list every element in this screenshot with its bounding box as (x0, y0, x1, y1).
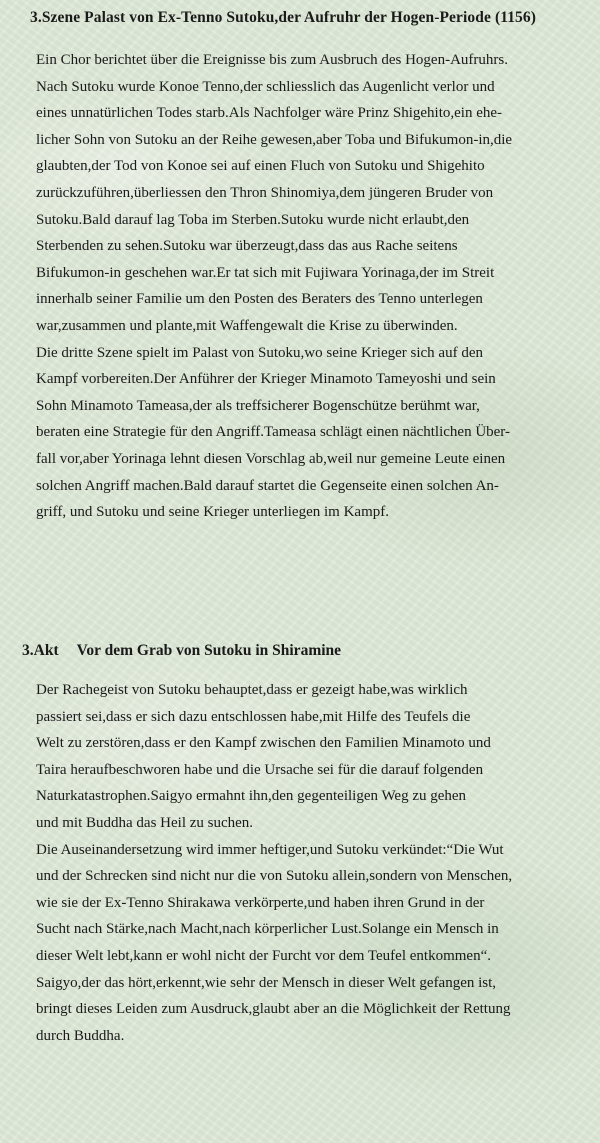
text-line: Bifukumon-in geschehen war.Er tat sich mit Fujiwara Yorinaga,der im Streit (36, 264, 495, 281)
text-line: Naturkatastrophen.Saigyo ermahnt ihn,den gegenteiligen Weg zu gehen (36, 788, 467, 805)
scene-heading: 3.Szene Palast von Ex-Tenno Sutoku,der Aufruhr der Hogen-Periode (1156) (30, 9, 537, 26)
text-line: zurückzuführen,überliessen den Thron Shinomiya,dem jüngeren Bruder von (36, 184, 494, 201)
act-heading-title: Vor dem Grab von Sutoku in Shiramine (76, 642, 342, 659)
act-heading (22, 641, 341, 661)
act-text-block (36, 677, 512, 1049)
act-heading-number: 3.Akt (22, 642, 59, 659)
text-line: Nach Sutoku wurde Konoe Tenno,der schliesslich das Augenlicht verlor und (36, 78, 495, 95)
text-line: dieser Welt lebt,kann er wohl nicht der Furcht vor dem Teufel entkommen“. (36, 947, 491, 964)
text-line: licher Sohn von Sutoku an der Reihe gewesen,aber Toba und Bifukumon-in,die (36, 131, 513, 148)
text-line: innerhalb seiner Familie um den Posten des Beraters des Tenno unterlegen (36, 291, 483, 308)
text-line: Sutoku.Bald darauf lag Toba im Sterben.Sutoku wurde nicht erlaubt,den (36, 211, 470, 228)
text-line: und mit Buddha das Heil zu suchen. (36, 814, 254, 831)
text-line: Die Auseinandersetzung wird immer heftiger,und Sutoku verkündet:“Die Wut (36, 841, 504, 858)
text-line: eines unnatürlichen Todes starb.Als Nachfolger wäre Prinz Shigehito,ein ehe- (36, 105, 503, 122)
text-line: griff, und Sutoku und seine Krieger unterliegen im Kampf. (36, 504, 389, 521)
text-line: solchen Angriff machen.Bald darauf startet die Gegenseite einen solchen An- (36, 477, 499, 494)
text-line: Die dritte Szene spielt im Palast von Sutoku,wo seine Krieger sich auf den (36, 344, 483, 361)
text-line: Taira heraufbeschworen habe und die Ursache sei für die darauf folgenden (36, 761, 484, 778)
text-line: und der Schrecken sind nicht nur die von Sutoku allein,sondern von Menschen, (36, 868, 513, 885)
text-line: Welt zu zerstören,dass er den Kampf zwischen den Familien Minamoto und (36, 735, 491, 752)
text-line: bringt dieses Leiden zum Ausdruck,glaubt aber an die Möglichkeit der Rettung (36, 1001, 511, 1018)
text-line: Der Rachegeist von Sutoku behauptet,dass er gezeigt habe,was wirklich (36, 682, 468, 698)
text-line: glaubten,der Tod von Konoe sei auf einen Fluch von Sutoku und Shigehito (36, 158, 485, 175)
text-line: wie sie der Ex-Tenno Shirakawa verkörperte,und haben ihren Grund in der (36, 894, 485, 911)
text-line: durch Buddha. (36, 1027, 125, 1044)
text-line: beraten eine Strategie für den Angriff.Tameasa schlägt einen nächtlichen Über- (36, 424, 511, 441)
text-line: passiert sei,dass er sich dazu entschlossen habe,mit Hilfe des Teufels die (36, 708, 471, 725)
text-line: Saigyo,der das hört,erkennt,wie sehr der Mensch in dieser Welt gefangen ist, (36, 974, 497, 991)
text-line: Kampf vorbereiten.Der Anführer der Krieger Minamoto Tameyoshi und sein (36, 371, 496, 388)
text-line: Sucht nach Stärke,nach Macht,nach körperlicher Lust.Solange ein Mensch in (36, 921, 499, 938)
text-line: Ein Chor berichtet über die Ereignisse bis zum Ausbruch des Hogen-Aufruhrs. (36, 52, 508, 68)
text-line: fall vor,aber Yorinaga lehnt diesen Vorschlag ab,weil nur gemeine Leute einen (36, 450, 506, 467)
text-line: Sterbenden zu sehen.Sutoku war überzeugt,dass das aus Rache seitens (36, 238, 458, 255)
text-line: war,zusammen und plante,mit Waffengewalt die Krise zu überwinden. (36, 317, 458, 334)
scene-text-block (36, 47, 512, 526)
text-line: Sohn Minamoto Tameasa,der als treffsicherer Bogenschütze berühmt war, (36, 397, 480, 414)
